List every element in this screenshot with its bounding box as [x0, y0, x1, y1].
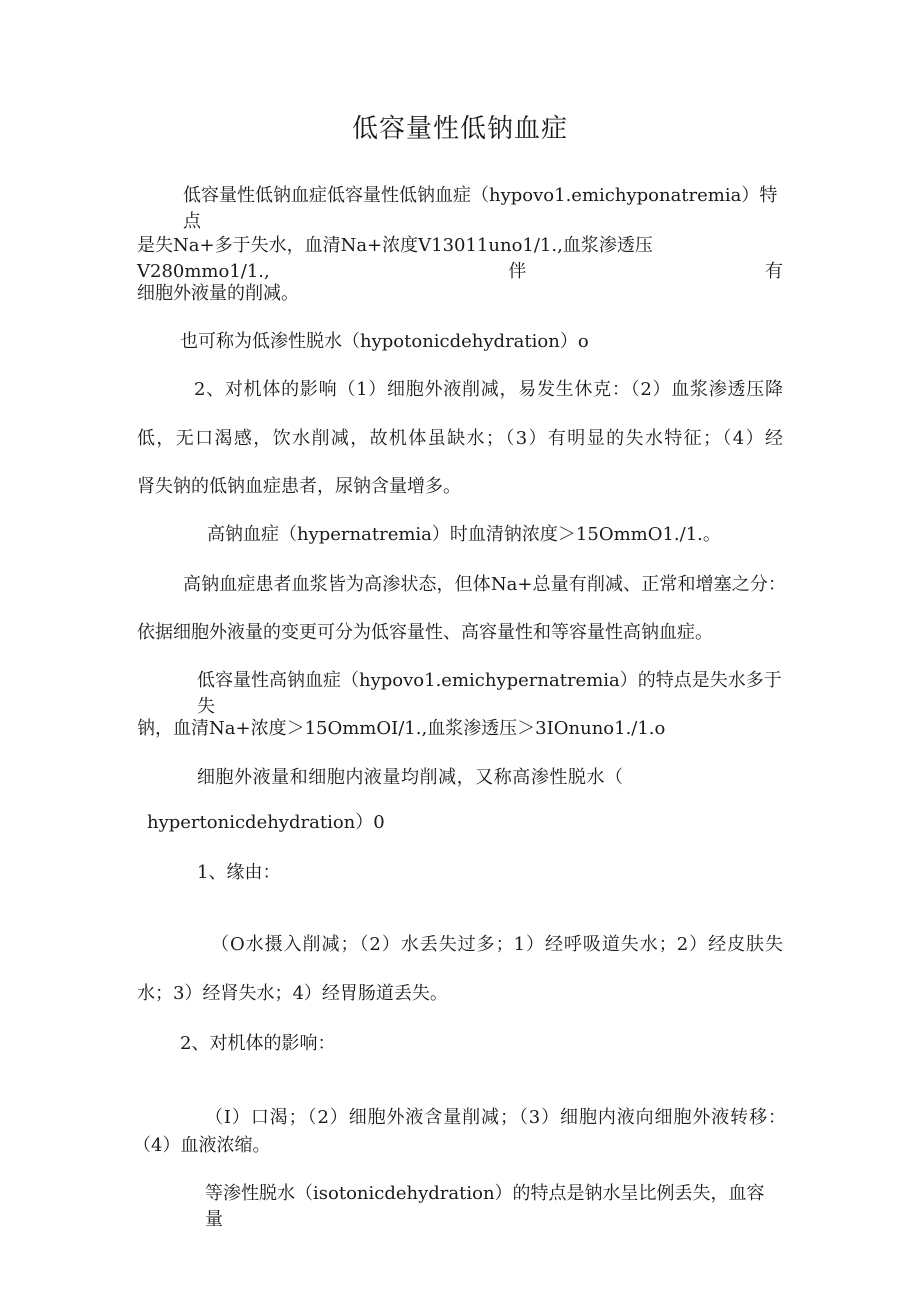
text-line: 细胞外液量和细胞内液量均削减，又称高渗性脱水（ — [197, 767, 623, 788]
text-line: hypertonicdehydration）0 — [147, 812, 385, 833]
text-line: 钠，血清Na+浓度＞15OmmOI/1.,血浆渗透压＞3IOnuno1./1.o — [137, 718, 666, 739]
text-line: 等渗性脱水（isotonicdehydration）的特点是钠水呈比例丢失，血容量 — [205, 1183, 765, 1230]
text-line: 1、缘由： — [197, 862, 281, 883]
text-line: 低，无口渴感，饮水削减，故机体虽缺水；（3）有明显的失水特征；（4）经 — [137, 428, 783, 449]
text-line: 低容量性低钠血症低容量性低钠血症（hypovo1.emichyponatremia）特点 — [183, 185, 778, 232]
text-line: 肾失钠的低钠血症患者，尿钠含量增多。 — [137, 476, 461, 497]
text-line: （O水摄入削减；（2）水丢失过多；1）经呼吸道失水；2）经皮肤失 — [211, 934, 783, 955]
text-line: 高钠血症（hypernatremia）时血清钠浓度＞15OmmO1./1.。 — [207, 524, 721, 545]
document-title: 低容量性低钠血症 — [351, 114, 568, 144]
text-line: （I）口渴；（2）细胞外液含量削减；（3）细胞内液向细胞外液转移： — [205, 1107, 786, 1128]
text-line: 水；3）经肾失水；4）经胃肠道丢失。 — [137, 983, 448, 1004]
text-line: 细胞外液量的削减。 — [137, 283, 299, 304]
text-line: 高钠血症患者血浆皆为高渗状态，但体Na+总量有削减、正常和增塞之分： — [183, 574, 786, 595]
text-line: 低容量性高钠血症（hypovo1.emichypernatremia）的特点是失水多于失 — [197, 670, 782, 717]
text-line: 依据细胞外液量的变更可分为低容量性、高容量性和等容量性高钠血症。 — [137, 622, 713, 643]
text-line: 2、对机体的影响： — [180, 1033, 336, 1054]
text-line: 也可称为低渗性脱水（hypotonicdehydration）o — [180, 331, 589, 352]
text-line: 是失Na+多于失水，血清Na+浓度V13011uno1/1.,血浆渗透压V280mmo1/1.,伴有 — [137, 235, 783, 282]
text-line: 2、对机体的影响（1）细胞外液削减，易发生休克：（2）血浆渗透压降 — [194, 379, 783, 400]
text-line: （4）血液浓缩。 — [133, 1135, 271, 1156]
